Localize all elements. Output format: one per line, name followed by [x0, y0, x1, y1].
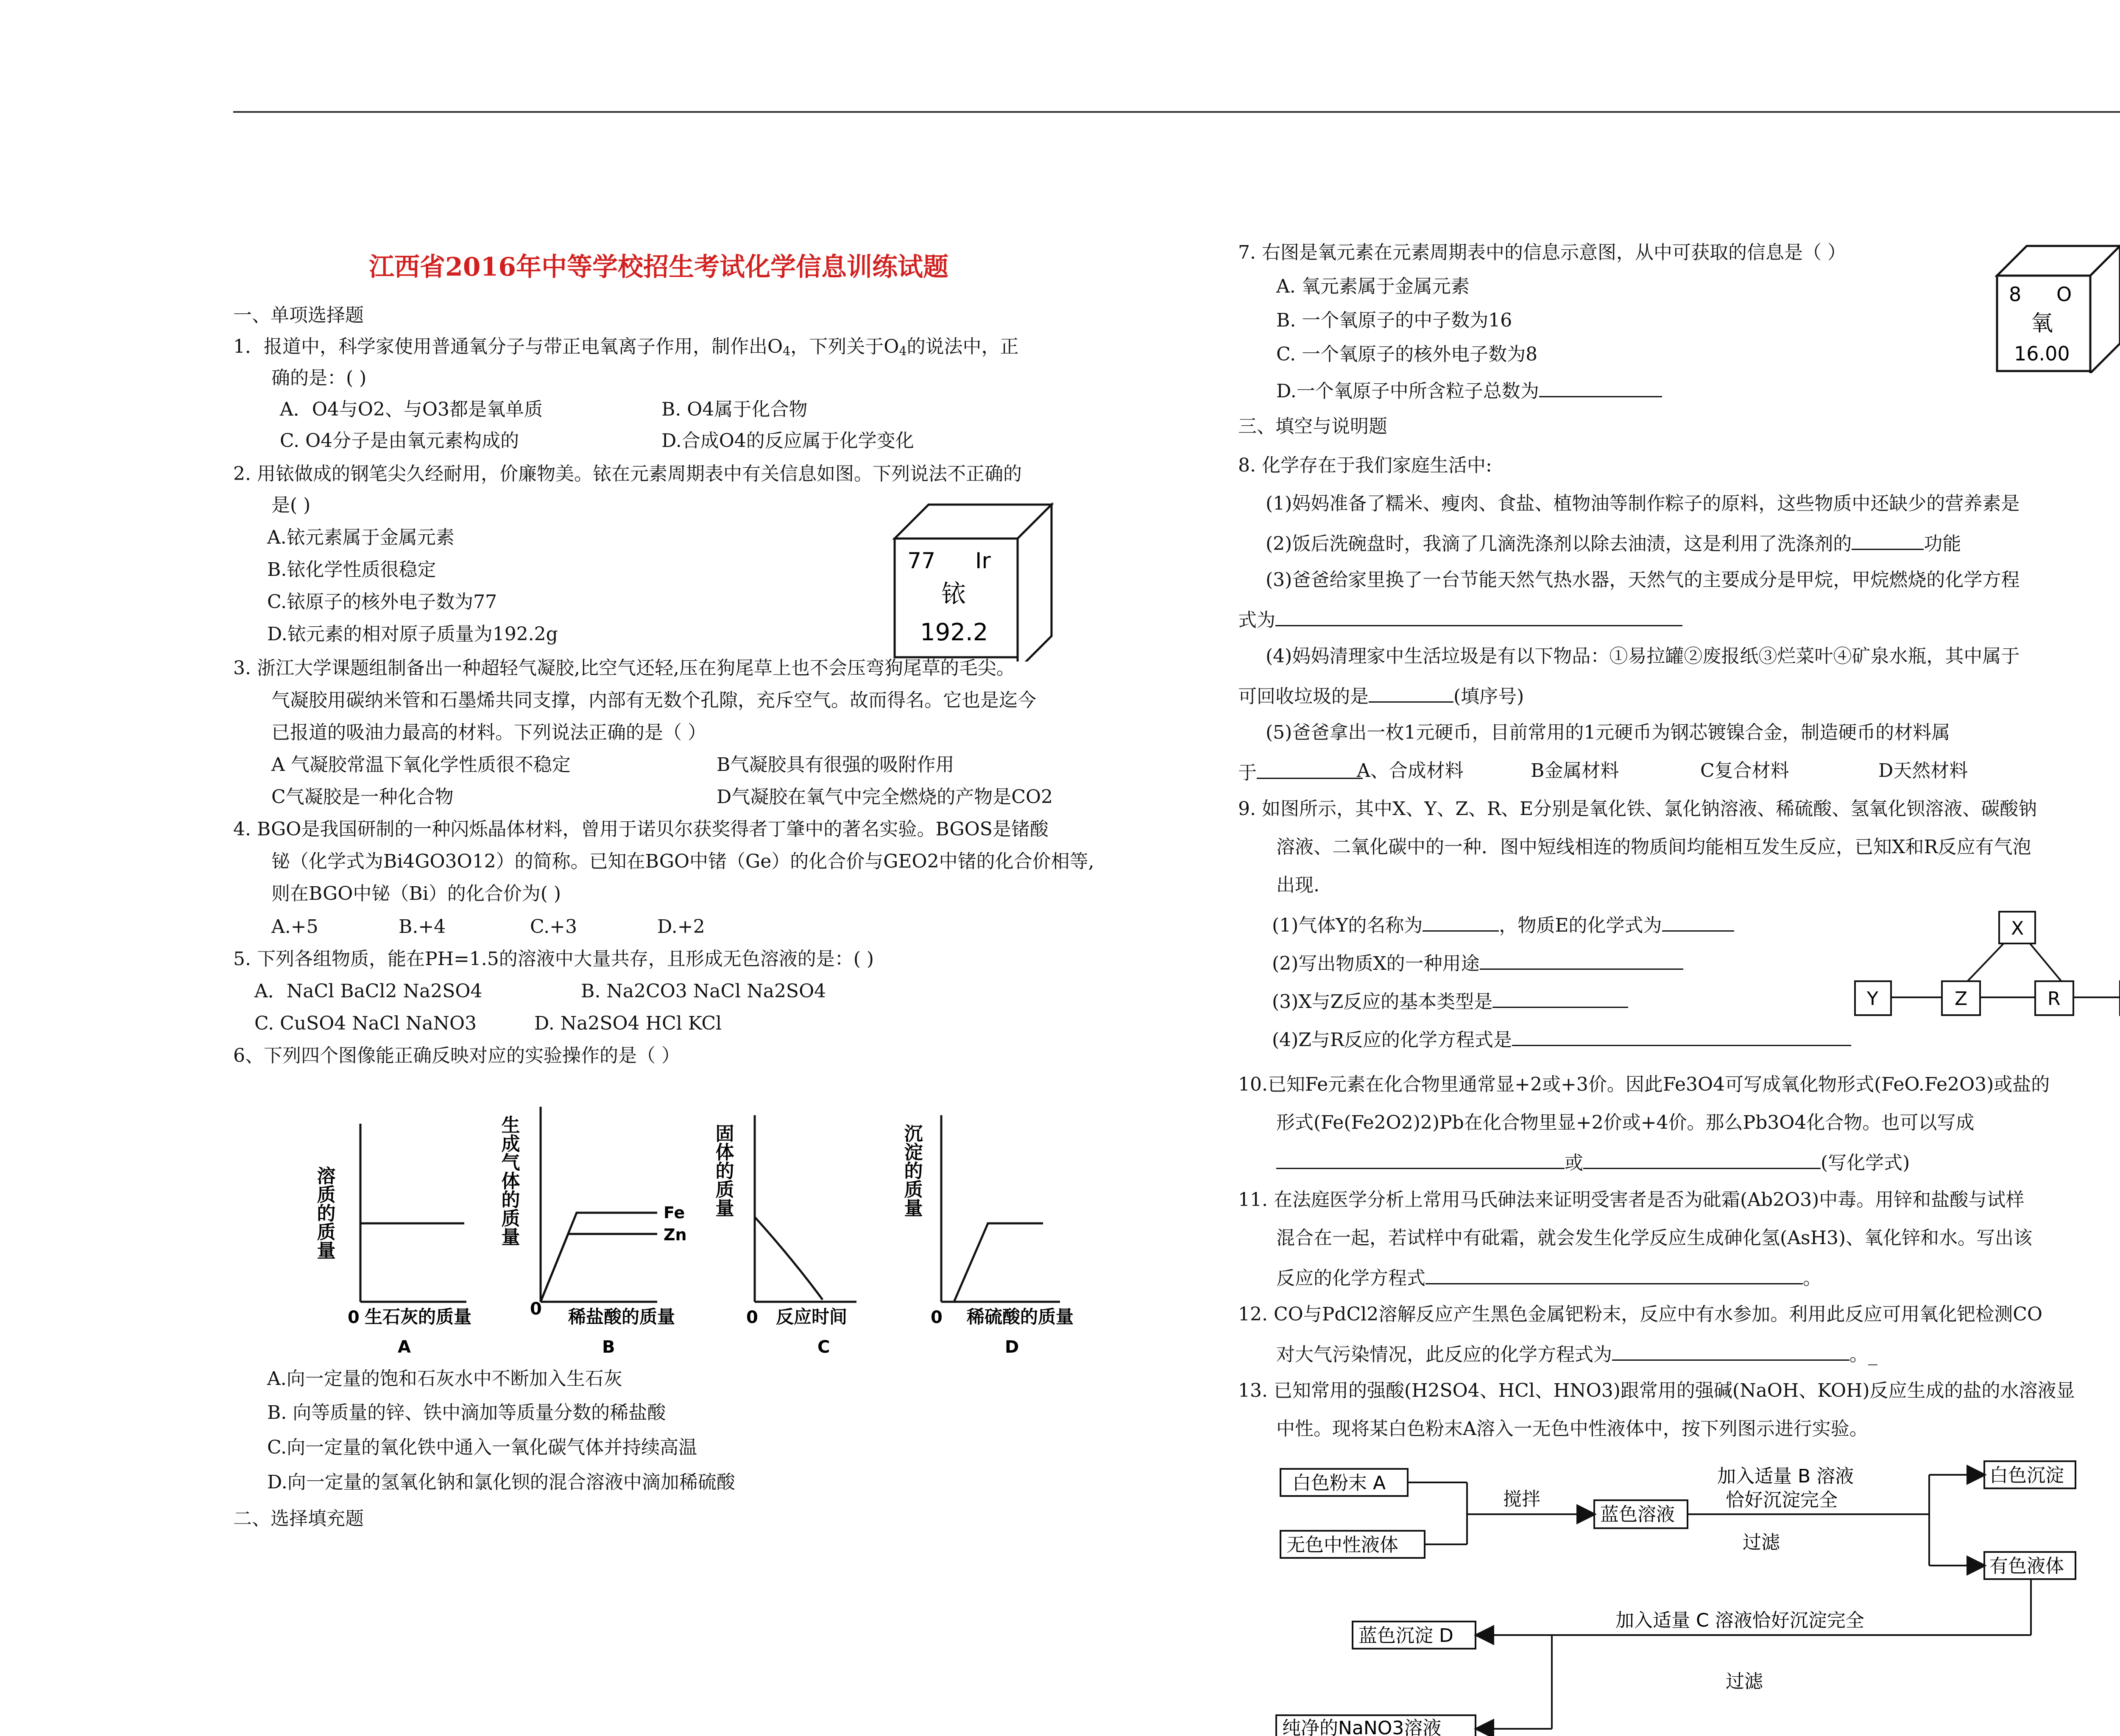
oxygen-symbol: O — [2056, 283, 2072, 306]
flow-box-neutral-liquid — [1280, 1531, 1425, 1558]
q6-option-b: B. 向等质量的锌、铁中滴加等质量分数的稀盐酸 — [267, 1402, 666, 1423]
q10-stem-1: 10.已知Fe元素在化合物里通常显+2或+3价。因此Fe3O4可写成氧化物形式(FeO.Fe2O3)或盐的 — [1238, 1074, 2050, 1095]
flow-box-powder-a — [1280, 1469, 1408, 1496]
graph-d-letter: D — [1005, 1337, 1019, 1357]
node-r — [2035, 981, 2073, 1015]
graph-c-origin: 0 — [746, 1308, 758, 1327]
header-rule — [233, 111, 2120, 113]
q1-stem-2: 确的是：( ) — [271, 367, 367, 389]
flow-box-white-precipitate — [1984, 1461, 2075, 1488]
flow-label-filter-1: 过滤 — [1743, 1532, 1780, 1553]
q11-answer-line: 反应的化学方程式 。 — [1276, 1267, 1822, 1289]
graph-b-letter: B — [602, 1337, 615, 1357]
q6-stem: 6、下列四个图像能正确反映对应的实验操作的是（ ） — [233, 1045, 680, 1066]
q2-option-c: C.铱原子的核外电子数为77 — [267, 591, 497, 613]
graph-d-origin: 0 — [931, 1308, 943, 1327]
q3-option-a: A 气凝胶常温下氧化学性质很不稳定 — [271, 754, 571, 776]
q6-option-d: D.向一定量的氢氧化钠和氯化钡的混合溶液中滴加稀硫酸 — [267, 1471, 735, 1493]
node-y — [1855, 981, 1891, 1015]
iridium-atomic-number: 77 — [907, 548, 936, 574]
q7-option-c: C. 一个氧原子的核外电子数为8 — [1276, 343, 1538, 365]
q1-option-c: C. O4分子是由氧元素构成的 — [280, 430, 519, 452]
q4-stem-3: 则在BGO中铋（Bi）的化合价为( ) — [271, 883, 561, 904]
svg-text:X: X — [2011, 918, 2024, 939]
q8-part-1: (1)妈妈准备了糯米、瘦肉、食盐、植物油等制作粽子的原料，这些物质中还缺少的营养素是 — [1266, 493, 2020, 514]
graph-b-series-zn: Zn — [664, 1225, 687, 1244]
iridium-element-tile — [882, 492, 1060, 661]
q5-option-b: B. Na2CO3 NaCl Na2SO4 — [581, 980, 826, 1002]
q8-part-3-answer: 式为 — [1238, 609, 1682, 630]
q8-option-d: D天然材料 — [1878, 760, 1968, 781]
q8-part-5: (5)爸爸拿出一枚1元硬币，目前常用的1元硬币为钢芯镀镍合金，制造硬币的材料属 — [1266, 722, 1950, 743]
graph-b-xlabel: 稀盐酸的质量 — [568, 1306, 675, 1327]
flow-box-pure-nano3 — [1276, 1715, 1476, 1736]
graph-b-zn-line — [541, 1234, 657, 1302]
q1-option-d: D.合成O4的反应属于化学变化 — [661, 430, 914, 452]
q8-option-a: A、合成材料 — [1357, 760, 1464, 781]
q9-stem-3: 出现. — [1276, 874, 1319, 896]
q8-part-2: (2)饭后洗碗盘时，我滴了几滴洗涤剂以除去油渍，这是利用了洗涤剂的 功能 — [1266, 533, 1961, 555]
q2-option-a: A.铱元素属于金属元素 — [267, 527, 455, 548]
q9-part-2: (2)写出物质X的一种用途 — [1272, 952, 1683, 973]
node-z — [1942, 981, 1980, 1015]
q7-option-b: B. 一个氧原子的中子数为16 — [1276, 310, 1512, 331]
q13-flowchart — [1268, 1459, 2095, 1736]
q1-stem: 1．报道中，科学家使用普通氧分子与带正电氧离子作用，制作出$O_4$，下列关于$O_4$的说法中，正 — [233, 336, 1019, 358]
graph-d-xlabel: 稀硫酸的质量 — [967, 1306, 1074, 1327]
svg-text:纯净的NaNO3溶液: 纯净的NaNO3溶液 — [1282, 1717, 1442, 1736]
graph-b-ylabel: 生成气体的质量 — [498, 1115, 520, 1246]
flow-box-blue-precipitate-d — [1353, 1622, 1476, 1649]
q11-stem-1: 11. 在法庭医学分析上常用马氏砷法来证明受害者是否为砒霜(Ab2O3)中毒。用锌和盐酸与试样 — [1238, 1189, 2025, 1211]
graph-a-letter: A — [398, 1337, 411, 1357]
q11-stem-2: 混合在一起，若试样中有砒霜，就会发生化学反应生成砷化氢(AsH3)、氧化锌和水。写出该 — [1276, 1227, 2033, 1249]
flow-box-blue-solution — [1594, 1500, 1688, 1528]
q5-option-d: D. Na2SO4 HCl KCl — [534, 1013, 722, 1034]
q9-stem-2: 溶液、二氧化碳中的一种．图中短线相连的物质间均能相互发生反应，已知X和R反应有气泡 — [1276, 836, 2031, 858]
svg-text:白色粉末 A: 白色粉末 A — [1292, 1472, 1386, 1494]
q10-answer-line: 或 (写化学式) — [1276, 1152, 1910, 1172]
svg-text:有色液体: 有色液体 — [1989, 1555, 2064, 1577]
q9-part-1: (1)气体Y的名称为 ，物质E的化学式为 — [1272, 914, 1734, 935]
graph-d-curve — [954, 1223, 1043, 1302]
oxygen-element-tile — [1989, 237, 2120, 373]
graph-c — [712, 1115, 857, 1357]
q8-part-5-options: 于 — [1238, 762, 1363, 782]
q3-stem-3: 已报道的吸油力最高的材料。下列说法正确的是（ ） — [271, 722, 706, 743]
q5-stem: 5. 下列各组物质，能在PH=1.5的溶液中大量共存，且形成无色溶液的是：( ) — [233, 948, 874, 970]
graph-a-xlabel: 生石灰的质量 — [365, 1306, 472, 1327]
graph-d-ylabel: 沉淀的质量 — [901, 1124, 923, 1217]
svg-text:白色沉淀: 白色沉淀 — [1989, 1465, 2064, 1486]
q7-option-d: D.一个氧原子中所含粒子总数为 — [1276, 380, 1662, 401]
q3-option-c: C气凝胶是一种化合物 — [271, 786, 454, 808]
q8-option-c: C复合材料 — [1700, 760, 1789, 781]
q3-stem-2: 气凝胶用碳纳米管和石墨烯共同支撑，内部有无数个孔隙，充斥空气。故而得名。它也是迄今 — [271, 689, 1036, 711]
oxygen-atomic-number: 8 — [2009, 283, 2022, 306]
graph-b-origin: 0 — [530, 1299, 542, 1319]
q4-option-b: B.+4 — [399, 916, 446, 938]
q4-stem-1: 4. BGO是我国研制的一种闪烁晶体材料，曾用于诺贝尔获奖得者丁肇中的著名实验。BGOS是锗酸 — [233, 818, 1049, 840]
q3-stem-1: 3. 浙江大学课题组制备出一种超轻气凝胶,比空气还轻,压在狗尾草上也不会压弯狗尾草的毛尖。 — [233, 657, 1015, 679]
q5-option-c: C. CuSO4 NaCl NaNO3 — [254, 1013, 477, 1034]
oxygen-name: 氧 — [2031, 311, 2053, 336]
q1-option-a: A．O4与O2、与O3都是氧单质 — [280, 399, 543, 420]
q6-option-a: A.向一定量的饱和石灰水中不断加入生石灰 — [267, 1368, 622, 1390]
svg-text:R: R — [2047, 988, 2061, 1010]
q12-stem-1: 12. CO与PdCl2溶解反应产生黑色金属钯粉末，反应中有水参加。利用此反应可用氧化钯检测CO — [1238, 1303, 2042, 1325]
q4-option-a: A.+5 — [271, 916, 318, 938]
q7-stem: 7. 右图是氧元素在元素周期表中的信息示意图，从中可获取的信息是（ ） — [1238, 242, 1846, 263]
graph-c-letter: C — [817, 1337, 830, 1357]
section-heading-2: 二、选择填充题 — [233, 1508, 364, 1529]
q9-part-3: (3)X与Z反应的基本类型是 — [1272, 991, 1628, 1011]
q5-option-a: A．NaCl BaCl2 Na2SO4 — [254, 980, 483, 1002]
q4-stem-2: 铋（化学式为Bi4GO3O12）的简称。已知在BGO中锗（Ge）的化合价与GEO2中锗的化合价相等, — [271, 851, 1094, 872]
q13-stem-1: 13. 已知常用的强酸(H2SO4、HCl、HNO3)跟常用的强碱(NaOH、KOH)反应生成的盐的水溶液显 — [1238, 1380, 2075, 1401]
q8-part-4-answer: 可回收垃圾的是 (填序号) — [1238, 686, 1524, 707]
flow-label-add-c: 加入适量 C 溶液恰好沉淀完全 — [1615, 1610, 1864, 1631]
q3-option-b: B气凝胶具有很强的吸附作用 — [717, 754, 954, 776]
oxygen-mass: 16.00 — [2014, 342, 2070, 365]
q3-option-d: D气凝胶在氧气中完全燃烧的产物是CO2 — [717, 786, 1053, 808]
q12-answer-line: 对大气污染情况，此反应的化学方程式为 。_ — [1276, 1344, 1877, 1365]
svg-text:Z: Z — [1955, 988, 1968, 1010]
graph-a-origin: 0 — [348, 1308, 360, 1327]
section-heading-3: 三、填空与说明题 — [1238, 416, 1387, 437]
q6-graphs — [305, 1094, 1132, 1365]
q2-option-d: D.铱元素的相对原子质量为192.2g — [267, 623, 558, 645]
q8-option-b: B金属材料 — [1531, 760, 1619, 781]
graph-a-ylabel: 溶质的质量 — [313, 1166, 335, 1259]
q2-option-b: B.铱化学性质很稳定 — [267, 559, 436, 581]
graph-c-xlabel: 反应时间 — [776, 1306, 848, 1327]
page-title: 江西省2016年中等学校招生考试化学信息训练试题 — [369, 252, 948, 282]
q6-option-c: C.向一定量的氧化铁中通入一氧化碳气体并持续高温 — [267, 1437, 697, 1458]
flow-box-colored-liquid — [1984, 1552, 2075, 1579]
flow-label-filter-2: 过滤 — [1726, 1671, 1763, 1692]
svg-text:蓝色溶液: 蓝色溶液 — [1600, 1504, 1675, 1525]
q9-part-4: (4)Z与R反应的化学方程式是 — [1272, 1029, 1851, 1049]
iridium-symbol: Ir — [975, 548, 991, 574]
flow-label-add-b: 加入适量 B 溶液 — [1717, 1465, 1854, 1487]
svg-text:Y: Y — [1867, 988, 1878, 1010]
graph-d — [901, 1115, 1074, 1357]
section-heading-1: 一、单项选择题 — [233, 304, 364, 326]
q4-option-d: D.+2 — [657, 916, 705, 938]
graph-a — [314, 1124, 472, 1357]
svg-text:无色中性液体: 无色中性液体 — [1286, 1534, 1398, 1556]
graph-c-curve — [755, 1217, 823, 1300]
iridium-name: 铱 — [941, 579, 966, 608]
q4-option-c: C.+3 — [530, 916, 577, 938]
graph-b-series-fe: Fe — [664, 1203, 685, 1222]
q2-stem-2: 是( ) — [271, 494, 311, 516]
graph-b — [498, 1107, 687, 1357]
q13-stem-2: 中性。现将某白色粉末A溶入一无色中性液体中，按下列图示进行实验。 — [1276, 1418, 1868, 1440]
iridium-mass: 192.2 — [920, 619, 988, 646]
q7-option-a: A. 氧元素属于金属元素 — [1276, 276, 1470, 297]
q8-part-4: (4)妈妈清理家中生活垃圾是有以下物品：①易拉罐②废报纸③烂菜叶④矿泉水瓶，其中属于 — [1266, 645, 2020, 667]
svg-text:蓝色沉淀 D: 蓝色沉淀 D — [1358, 1625, 1453, 1647]
q8-stem: 8. 化学存在于我们家庭生活中: — [1238, 455, 1492, 476]
q9-relation-diagram — [1849, 903, 2120, 1030]
q1-option-b: B. O4属于化合物 — [661, 399, 808, 420]
q10-stem-2: 形式(Fe(Fe2O2)2)Pb在化合物里显+2价或+4价。那么Pb3O4化合物。也可以写成 — [1276, 1112, 1975, 1133]
flow-label-precipitate-complete: 恰好沉淀完全 — [1726, 1489, 1838, 1511]
node-x — [1999, 912, 2035, 943]
q9-stem-1: 9. 如图所示，其中X、Y、Z、R、E分别是氧化铁、氯化钠溶液、稀硫酸、氢氧化钡溶液、碳酸钠 — [1238, 798, 2037, 820]
q8-part-3: (3)爸爸给家里换了一台节能天然气热水器，天然气的主要成分是甲烷，甲烷燃烧的化学方程 — [1266, 569, 2020, 591]
flow-label-stir: 搅拌 — [1503, 1488, 1540, 1510]
graph-c-ylabel: 固体的质量 — [712, 1124, 734, 1217]
q2-stem: 2. 用铱做成的钢笔尖久经耐用，价廉物美。铱在元素周期表中有关信息如图。下列说法不正确的 — [233, 463, 1022, 485]
